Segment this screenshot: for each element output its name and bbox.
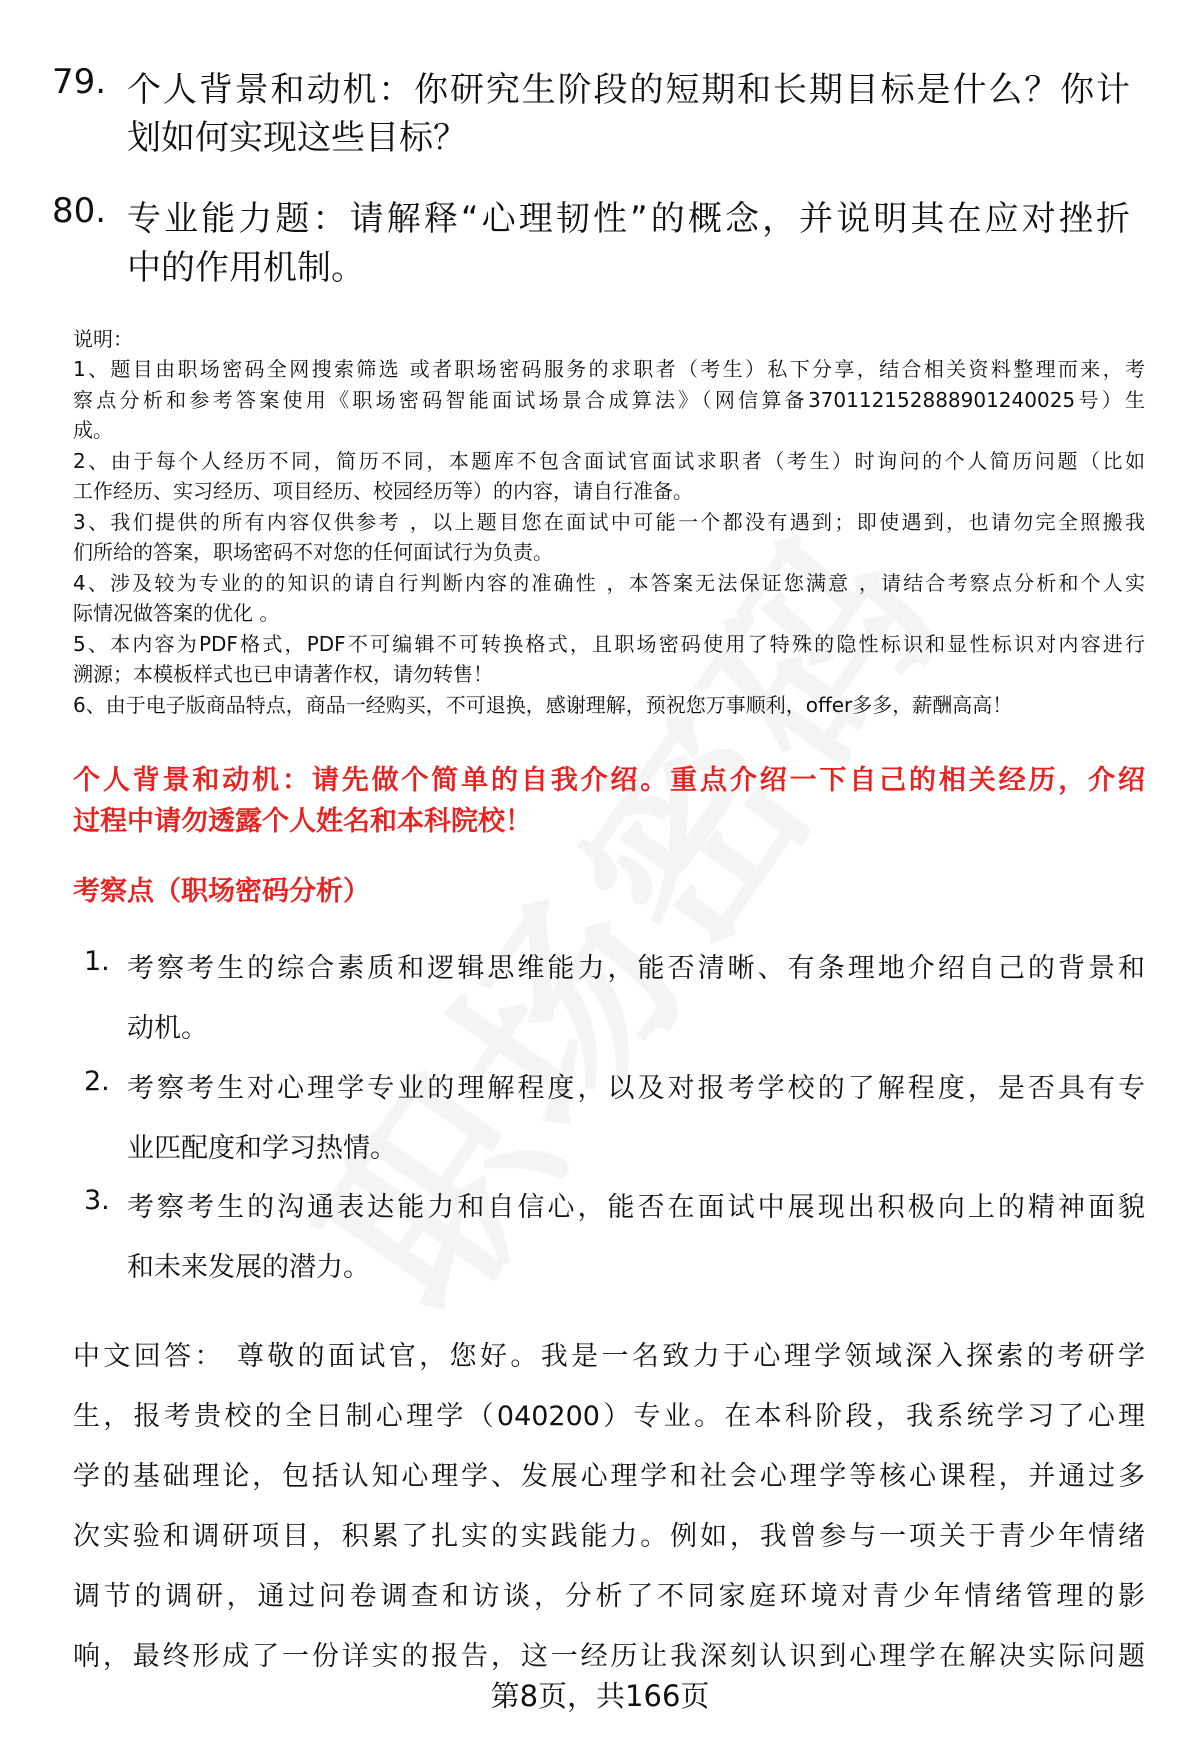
question-number: 80. (52, 191, 107, 231)
note-line: 察点分析和参考答案使用《职场密码智能面试场景合成算法》（网信算备370112152888901240025号）生 (73, 388, 1145, 412)
current-question-line: 个人背景和动机：请先做个简单的自我介绍。重点介绍一下自己的相关经历，介绍 (73, 765, 1145, 796)
question-text-line: 专业能力题：请解释“心理韧性”的概念，并说明其在应对挫折 (127, 199, 1130, 239)
note-line: 2、由于每个人经历不同，简历不同，本题库不包含面试官面试求职者（考生）时询问的个人简历问题（比如 (73, 449, 1145, 473)
analysis-heading: 考察点（职场密码分析） (73, 876, 370, 907)
note-line: 1、题目由职场密码全网搜索筛选 或者职场密码服务的求职者（考生）私下分享，结合相关资料整理而来，考 (73, 357, 1145, 381)
list-item-line: 考察考生的综合素质和逻辑思维能力，能否清晰、有条理地介绍自己的背景和 (127, 953, 1145, 984)
question-text-line: 中的作用机制。 (127, 248, 365, 288)
note-line: 成。 (73, 418, 113, 442)
question-text-line: 个人背景和动机：你研究生阶段的短期和长期目标是什么？你计 (127, 70, 1130, 110)
page-footer: 第8页，共166页 (490, 1679, 710, 1713)
list-number: 1. (84, 946, 110, 977)
note-line: 工作经历、实习经历、项目经历、校园经历等）的内容，请自行准备。 (73, 479, 693, 503)
current-question-line: 过程中请勿透露个人姓名和本科院校！ (73, 806, 532, 837)
list-item-line: 考察考生的沟通表达能力和自信心，能否在面试中展现出积极向上的精神面貌 (127, 1192, 1145, 1223)
answer-line: 调节的调研，通过问卷调查和访谈，分析了不同家庭环境对青少年情绪管理的影 (73, 1581, 1145, 1612)
notes-title: 说明： (73, 327, 133, 351)
question-number: 79. (52, 62, 107, 102)
note-line: 3、我们提供的所有内容仅供参考 ，以上题目您在面试中可能一个都没有遇到；即使遇到，也请勿完全照搬我 (73, 510, 1145, 534)
answer-line: 响，最终形成了一份详实的报告，这一经历让我深刻认识到心理学在解决实际问题 (73, 1641, 1145, 1672)
answer-line: 次实验和调研项目，积累了扎实的实践能力。例如，我曾参与一项关于青少年情绪 (73, 1521, 1145, 1552)
note-line: 5、本内容为PDF格式，PDF不可编辑不可转换格式，且职场密码使用了特殊的隐性标识和显性标识对内容进行 (73, 632, 1145, 656)
answer-line: 中文回答： 尊敬的面试官，您好。我是一名致力于心理学领域深入探索的考研学 (73, 1341, 1145, 1372)
list-item-line: 和未来发展的潜力。 (127, 1252, 370, 1283)
note-line: 4、涉及较为专业的的知识的请自行判断内容的准确性 ，本答案无法保证您满意 ，请结合考察点分析和个人实 (73, 571, 1145, 595)
answer-line: 生，报考贵校的全日制心理学（040200）专业。在本科阶段，我系统学习了心理 (73, 1401, 1145, 1432)
list-number: 3. (84, 1185, 110, 1216)
question-text-line: 划如何实现这些目标？ (127, 118, 467, 158)
note-line: 6、由于电子版商品特点，商品一经购买，不可退换，感谢理解，预祝您万事顺利，offer多多，薪酬高高！ (73, 693, 1013, 717)
note-line: 溯源；本模板样式也已申请著作权，请勿转售！ (73, 662, 493, 686)
answer-line: 学的基础理论，包括认知心理学、发展心理学和社会心理学等核心课程，并通过多 (73, 1461, 1145, 1492)
list-number: 2. (84, 1066, 110, 1097)
list-item-line: 业匹配度和学习热情。 (127, 1133, 397, 1164)
note-line: 们所给的答案，职场密码不对您的任何面试行为负责。 (73, 540, 553, 564)
list-item-line: 考察考生对心理学专业的理解程度，以及对报考学校的了解程度，是否具有专 (127, 1073, 1145, 1104)
list-item-line: 动机。 (127, 1013, 208, 1044)
note-line: 际情况做答案的优化 。 (73, 601, 280, 625)
